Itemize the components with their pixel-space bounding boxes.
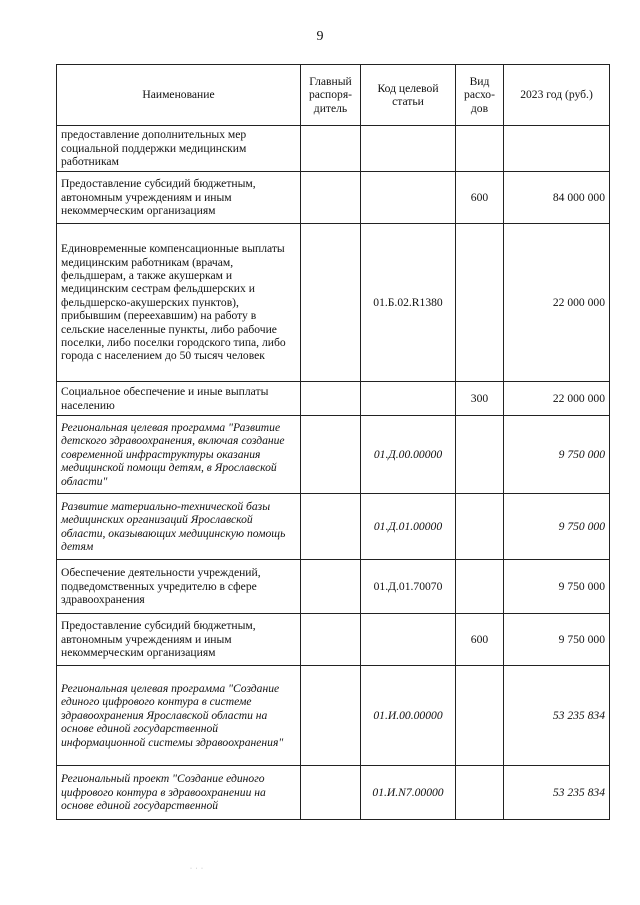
cell-code: 01.Б.02.R1380 [361,224,456,382]
cell-type [456,224,504,382]
cell-type [456,666,504,766]
table-body [57,126,610,820]
cell-type [456,416,504,494]
cell-type: 300 [456,382,504,416]
table-row [57,614,610,666]
cell-amount [504,126,610,172]
table-row [57,494,610,560]
cell-name: Предоставление субсидий бюджетным, автономным учреждениям и иным некоммерческим организациям [57,172,301,224]
cell-administrator [301,172,361,224]
cell-name: Региональный проект "Создание единого цифрового контура в здравоохранении на основе единой государственной [57,766,301,820]
table-row [57,126,610,172]
scan-artifact: · · · [190,866,204,872]
cell-code [361,382,456,416]
cell-administrator [301,614,361,666]
cell-type: 600 [456,172,504,224]
cell-name: Региональная целевая программа "Развитие детского здравоохранения, включая создание современной инфраструктуры оказания медицинской помощи детям, в Ярославской области" [57,416,301,494]
cell-name: предоставление дополнительных мер социальной поддержки медицинским работникам [57,126,301,172]
cell-name: Развитие материально-технической базы медицинских организаций Ярославской области, оказывающих медицинскую помощь детям [57,494,301,560]
cell-amount: 53 235 834 [504,766,610,820]
table-row [57,416,610,494]
table-row [57,666,610,766]
cell-amount: 9 750 000 [504,614,610,666]
cell-administrator [301,666,361,766]
budget-table [56,64,610,820]
cell-amount: 9 750 000 [504,560,610,614]
cell-code: 01.И.00.00000 [361,666,456,766]
cell-administrator [301,494,361,560]
table-row [57,224,610,382]
cell-type [456,766,504,820]
header-code: Код целевой статьи [361,65,456,126]
cell-amount: 9 750 000 [504,494,610,560]
cell-code: 01.Д.01.70070 [361,560,456,614]
cell-administrator [301,224,361,382]
cell-amount: 22 000 000 [504,382,610,416]
header-amount: 2023 год (руб.) [504,65,610,126]
cell-name: Социальное обеспечение и иные выплаты населению [57,382,301,416]
table-row [57,560,610,614]
cell-administrator [301,126,361,172]
cell-amount: 9 750 000 [504,416,610,494]
cell-administrator [301,382,361,416]
cell-code: 01.Д.01.00000 [361,494,456,560]
cell-administrator [301,416,361,494]
cell-code [361,172,456,224]
cell-name: Предоставление субсидий бюджетным, автономным учреждениям и иным некоммерческим организациям [57,614,301,666]
cell-type [456,126,504,172]
cell-code [361,126,456,172]
table-row [57,172,610,224]
page-number: 9 [316,29,324,44]
cell-amount: 53 235 834 [504,666,610,766]
cell-name: Единовременные компенсационные выплаты медицинским работникам (врачам, фельдшерам, а также акушеркам и медицинским сестрам фельдшерских и фельдшерско-акушерских пунктов), прибывшим (переехавшим) на работу в сельские населенные пункты, либо рабочие поселки, либо поселки городского типа, либо города с населением до 50 тысяч человек [57,224,301,382]
cell-code: 01.И.N7.00000 [361,766,456,820]
cell-code: 01.Д.00.00000 [361,416,456,494]
cell-type: 600 [456,614,504,666]
cell-type [456,560,504,614]
cell-administrator [301,766,361,820]
header-type: Вид расхо-дов [456,65,504,126]
table-row [57,382,610,416]
header-administrator: Главный распоря-дитель [301,65,361,126]
cell-name: Региональная целевая программа "Создание единого цифрового контура в системе здравоохранения Ярославской области на основе единой государственной информационной системы здравоохранения" [57,666,301,766]
cell-amount: 22 000 000 [504,224,610,382]
cell-amount: 84 000 000 [504,172,610,224]
cell-administrator [301,560,361,614]
header-name: Наименование [57,65,301,126]
cell-type [456,494,504,560]
cell-code [361,614,456,666]
cell-name: Обеспечение деятельности учреждений, подведомственных учредителю в сфере здравоохранения [57,560,301,614]
table-header-row [57,65,610,126]
table-row [57,766,610,820]
